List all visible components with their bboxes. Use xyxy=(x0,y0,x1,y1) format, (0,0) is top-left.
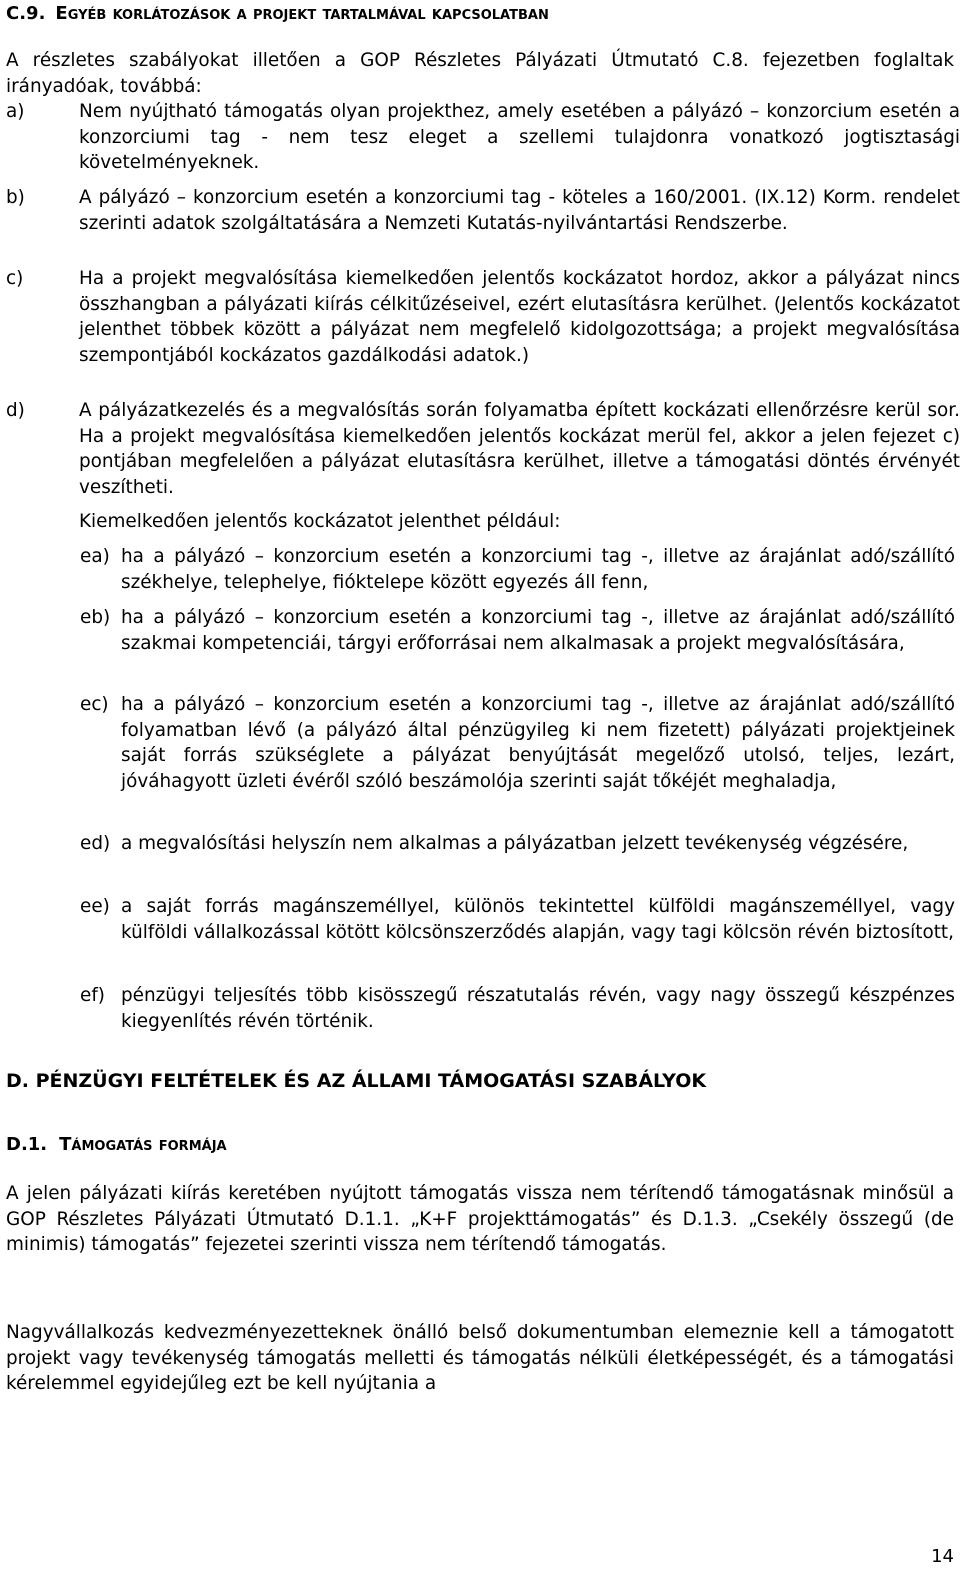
sub-label: eb) xyxy=(80,607,111,628)
sub-item-ef xyxy=(80,983,955,1034)
sub-label: ea) xyxy=(80,546,110,567)
list-text: Ha a projekt megvalósítása kiemelkedően jelentős kockázatot hordoz, akkor a pályázat nincs összhangban a pályázati kiírás célkitűzéseivel, ezért elutasításra kerülhet. (Jelentős kockázatot jelenthet többek között a pályázat nem megfelelő kidolgozottsága; a projekt megvalósítása szempontjából kockázatos gazdálkodási adatok.) xyxy=(79,268,960,366)
sub-text: pénzügyi teljesítés több kisösszegű részatutalás révén, vagy nagy összegű készpénzes kiegyenlítés révén történik. xyxy=(121,985,955,1032)
list-text: Nem nyújtható támogatás olyan projekthez, amely esetében a pályázó – konzorcium esetén a konzorciumi tag - nem tesz eleget a szellemi tulajdonra vonatkozó jogtisztasági követelményeknek. xyxy=(79,101,960,173)
examples-intro: Kiemelkedően jelentős kockázatot jelenthet például: xyxy=(79,511,561,532)
intro-paragraph: A részletes szabályokat illetően a GOP Részletes Pályázati Útmutató C.8. fejezetben foglaltak irányadóak, továbbá: xyxy=(6,50,954,97)
sub-item-ec xyxy=(80,692,955,794)
sub-label: ee) xyxy=(80,896,110,917)
paragraph-d1-1: A jelen pályázati kiírás keretében nyújtott támogatás vissza nem térítendő támogatásnak minősül a GOP Részletes Pályázati Útmutató D.1.1. „K+F projekttámogatás” és D.1.3. „Csekély összegű (de minimis) támogatás” fejezetei szerinti vissza nem térítendő támogatás. xyxy=(6,1183,954,1255)
sub-text: ha a pályázó – konzorcium esetén a konzorciumi tag -, illetve az árajánlat adó/szállító folyamatban lévő (a pályázó által pénzügyileg ki nem fizetett) pályázati projektjeinek saját forrás szükséglete a pályázat benyújtását megelőző utolsó, teljes, lezárt, jóváhagyott üzleti évéről szóló beszámolója szerinti saját tőkéjét meghaladja, xyxy=(121,694,955,792)
list-item-c xyxy=(6,266,960,368)
sub-item-ed xyxy=(80,831,955,857)
list-label: d) xyxy=(6,400,25,421)
sub-label: ec) xyxy=(80,694,109,715)
sub-text: ha a pályázó – konzorcium esetén a konzorciumi tag -, illetve az árajánlat adó/szállító székhelye, telephelye, fióktelepe között egyezés áll fenn, xyxy=(121,546,955,593)
list-text: A pályázó – konzorcium esetén a konzorciumi tag - köteles a 160/2001. (IX.12) Korm. rendelet szerinti adatok szolgáltatására a Nemzeti Kutatás-nyilvántartási Rendszerbe. xyxy=(79,187,960,234)
list-label: b) xyxy=(6,187,25,208)
list-label: c) xyxy=(6,268,24,289)
section-number: D.1. xyxy=(6,1134,48,1155)
sub-text: ha a pályázó – konzorcium esetén a konzorciumi tag -, illetve az árajánlat adó/szállító szakmai kompetenciái, tárgyi erőforrásai nem alkalmasak a projekt megvalósítására, xyxy=(121,607,955,654)
page-number: 14 xyxy=(931,1546,954,1567)
section-title: Támogatás formája xyxy=(59,1134,227,1155)
sub-item-ea xyxy=(80,544,955,595)
section-heading-c9 xyxy=(6,1,549,27)
list-label: a) xyxy=(6,101,25,122)
sub-label: ef) xyxy=(80,985,105,1006)
list-text: A pályázatkezelés és a megvalósítás során folyamatba épített kockázati ellenőrzésre kerül sor. Ha a projekt megvalósítása kiemelkedően jelentős kockázat merül fel, akkor a jelen fejezet c) pontjában megfelelően a pályázat elutasításra kerülhet, illetve a támogatási döntés érvényét veszítheti. xyxy=(79,400,960,498)
sub-text: a saját forrás magánszeméllyel, különös tekintettel külföldi magánszeméllyel, vagy külföldi vállalkozással kötött kölcsönszerződés alapján, vagy tagi kölcsön révén biztosított, xyxy=(121,896,955,943)
list-item-d xyxy=(6,398,960,500)
sub-item-ee xyxy=(80,894,955,945)
paragraph-d1-2: Nagyvállalkozás kedvezményezetteknek önálló belső dokumentumban elemeznie kell a támogatott projekt vagy tevékenység támogatás melletti és támogatás nélküli életképességét, és a támogatási kérelemmel egyidejűleg ezt be kell nyújtania a xyxy=(6,1322,954,1394)
sub-label: ed) xyxy=(80,833,111,854)
section-heading-d1 xyxy=(6,1132,227,1158)
section-title: Egyéb korlátozások a projekt tartalmával kapcsolatban xyxy=(55,3,549,24)
sub-text: a megvalósítási helyszín nem alkalmas a pályázatban jelzett tevékenység végzésére, xyxy=(121,833,909,854)
list-item-b xyxy=(6,185,960,236)
list-item-a xyxy=(6,99,960,176)
sub-item-eb xyxy=(80,605,955,656)
section-number: C.9. xyxy=(6,3,46,24)
section-heading-d: D. PÉNZÜGYI FELTÉTELEK ÉS AZ ÁLLAMI TÁMOGATÁSI SZABÁLYOK xyxy=(6,1070,707,1092)
